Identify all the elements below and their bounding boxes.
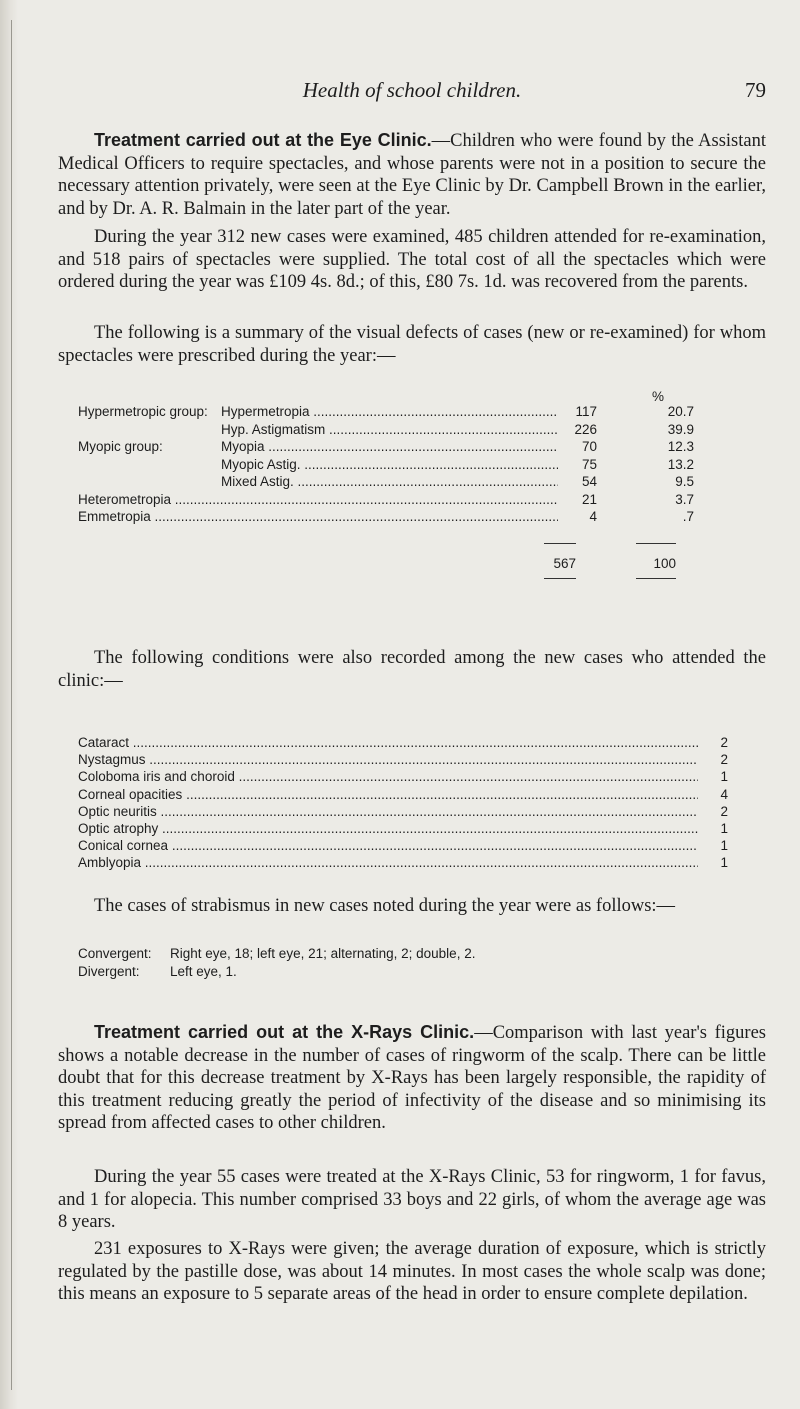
defect-description: Emmetropia ..... bbox=[78, 509, 561, 524]
defect-count: 70 bbox=[558, 439, 597, 454]
count-total-rule-bottom bbox=[544, 578, 576, 579]
divergent-label: Divergent: bbox=[78, 964, 140, 979]
divergent-values: Left eye, 1. bbox=[170, 964, 237, 979]
table-row bbox=[78, 404, 758, 422]
condition-count: 4 bbox=[698, 787, 728, 802]
page-number: 79 bbox=[745, 78, 766, 102]
defect-count: 117 bbox=[558, 404, 597, 419]
running-head bbox=[58, 78, 766, 106]
eye-clinic-stats-paragraph: During the year 312 new cases were examined, 485 children attended for re-examination, and 518 pairs of spectacles were supplied. The total cost of all the spectacles which were ordered during the year was £109 4s. 8d.; of this, £80 7s. 1d. was recovered from the parents. bbox=[58, 227, 766, 293]
condition-name: Optic atrophy ..... bbox=[78, 821, 708, 836]
defect-description: Mixed Astig. ..... bbox=[221, 474, 561, 489]
condition-count: 2 bbox=[698, 804, 728, 819]
list-item bbox=[78, 735, 758, 752]
list-item bbox=[78, 838, 758, 855]
convergent-label: Convergent: bbox=[78, 946, 152, 961]
eye-clinic-intro-text: —Children who were found by the Assistant Medical Officers to require spectacles, and whose parents were not in a position to secure the necessary attention privately, were seen at the Eye Clinic by Dr. Campbell Brown in the earlier, and by Dr. A. R. Balmain in the later part of the year. bbox=[58, 131, 766, 219]
defect-count: 75 bbox=[558, 457, 597, 472]
defect-percent: 20.7 bbox=[667, 404, 694, 419]
table-row bbox=[78, 422, 758, 440]
defect-percent: 39.9 bbox=[667, 421, 694, 437]
defect-description: Myopia ..... bbox=[221, 439, 561, 454]
table-row bbox=[78, 509, 758, 527]
condition-count: 2 bbox=[698, 735, 728, 750]
condition-name: Conical cornea ..... bbox=[78, 838, 708, 853]
defect-description: Hyp. Astigmatism ..... bbox=[221, 422, 561, 437]
defect-group-label: Hypermetropic group: bbox=[78, 404, 208, 419]
condition-count: 1 bbox=[698, 769, 728, 784]
running-title: Health of school children. bbox=[302, 78, 522, 102]
condition-name: Cataract ..... bbox=[78, 735, 708, 750]
percent-column-header: % bbox=[651, 389, 664, 404]
defect-percent: .7 bbox=[682, 509, 694, 524]
defect-count: 21 bbox=[558, 492, 597, 507]
list-item bbox=[78, 821, 758, 838]
list-item bbox=[78, 787, 758, 804]
condition-name: Coloboma iris and choroid ..... bbox=[78, 769, 708, 784]
condition-name: Amblyopia ..... bbox=[78, 855, 708, 870]
defect-count: 54 bbox=[558, 474, 597, 489]
eye-clinic-heading: Treatment carried out at the Eye Clinic. bbox=[94, 130, 432, 150]
percent-total-rule-bottom bbox=[636, 578, 676, 579]
page-binding-edge bbox=[0, 0, 18, 1409]
xray-clinic-intro bbox=[58, 1021, 766, 1135]
table-row bbox=[78, 474, 758, 492]
strabismus-divergent bbox=[78, 964, 768, 979]
convergent-values: Right eye, 18; left eye, 21; alternating, 2; double, 2. bbox=[170, 946, 476, 961]
condition-count: 2 bbox=[698, 752, 728, 767]
strabismus-convergent bbox=[78, 946, 768, 961]
condition-count: 1 bbox=[698, 855, 728, 870]
strabismus-intro: The cases of strabismus in new cases noted during the year were as follows:— bbox=[94, 896, 676, 916]
condition-count: 1 bbox=[698, 821, 728, 836]
defect-percent: 12.3 bbox=[667, 439, 694, 454]
xray-clinic-stats-paragraph: During the year 55 cases were treated at the X-Rays Clinic, 53 for ringworm, 1 for favus, and 1 for alopecia. This number comprised 33 boys and 22 girls, of whom the average age was 8 years. bbox=[58, 1167, 766, 1233]
defect-description: Hypermetropia ..... bbox=[221, 404, 561, 419]
visual-defects-intro: The following is a summary of the visual defects of cases (new or re-examined) for whom spectacles were prescribed during the year:— bbox=[58, 323, 766, 366]
percent-total-rule-top bbox=[636, 543, 676, 544]
defect-count: 4 bbox=[558, 509, 597, 524]
list-item bbox=[78, 804, 758, 821]
list-item bbox=[78, 855, 758, 872]
defect-group-label: Myopic group: bbox=[78, 439, 163, 454]
defect-total-percent: 100 bbox=[653, 556, 676, 571]
xray-clinic-heading: Treatment carried out at the X-Rays Clinic. bbox=[94, 1022, 475, 1042]
conditions-intro: The following conditions were also recorded among the new cases who attended the clinic:— bbox=[58, 648, 766, 691]
binding-shadow-line bbox=[11, 20, 12, 1390]
defect-percent: 13.2 bbox=[667, 456, 694, 472]
xray-exposure-paragraph: 231 exposures to X-Rays were given; the average duration of exposure, which is strictly regulated by the pastille dose, was about 14 minutes. In most cases the whole scalp was done; this means an exposure to 5 separate areas of the head in order to ensure complete depilation. bbox=[58, 1239, 766, 1305]
condition-name: Optic neuritis ..... bbox=[78, 804, 708, 819]
defect-percent: 3.7 bbox=[675, 491, 694, 507]
visual-defects-table bbox=[78, 404, 758, 527]
defect-count: 226 bbox=[558, 422, 597, 437]
count-total-rule-top bbox=[544, 543, 576, 544]
xray-clinic-intro-text: —Comparison with last year's figures shows a notable decrease in the number of cases of ringworm of the scalp. There can be little doubt that for this decrease treatment by X-Rays has been largely responsible, the rapidity of this treatment reducing greatly the period of infectivity of the disease and so minimising its spread from affected cases to other children. bbox=[58, 1023, 766, 1134]
defect-total-count: 567 bbox=[553, 556, 576, 571]
condition-name: Nystagmus ..... bbox=[78, 752, 708, 767]
defect-description: Myopic Astig. ..... bbox=[221, 457, 561, 472]
condition-count: 1 bbox=[698, 838, 728, 853]
eye-clinic-intro bbox=[58, 129, 766, 220]
defect-description: Heterometropia ..... bbox=[78, 492, 561, 507]
table-row bbox=[78, 457, 758, 475]
list-item bbox=[78, 769, 758, 786]
defect-percent: 9.5 bbox=[675, 474, 694, 489]
list-item bbox=[78, 752, 758, 769]
condition-name: Corneal opacities ..... bbox=[78, 787, 708, 802]
table-row bbox=[78, 492, 758, 510]
conditions-list bbox=[78, 735, 758, 873]
table-row bbox=[78, 439, 758, 457]
